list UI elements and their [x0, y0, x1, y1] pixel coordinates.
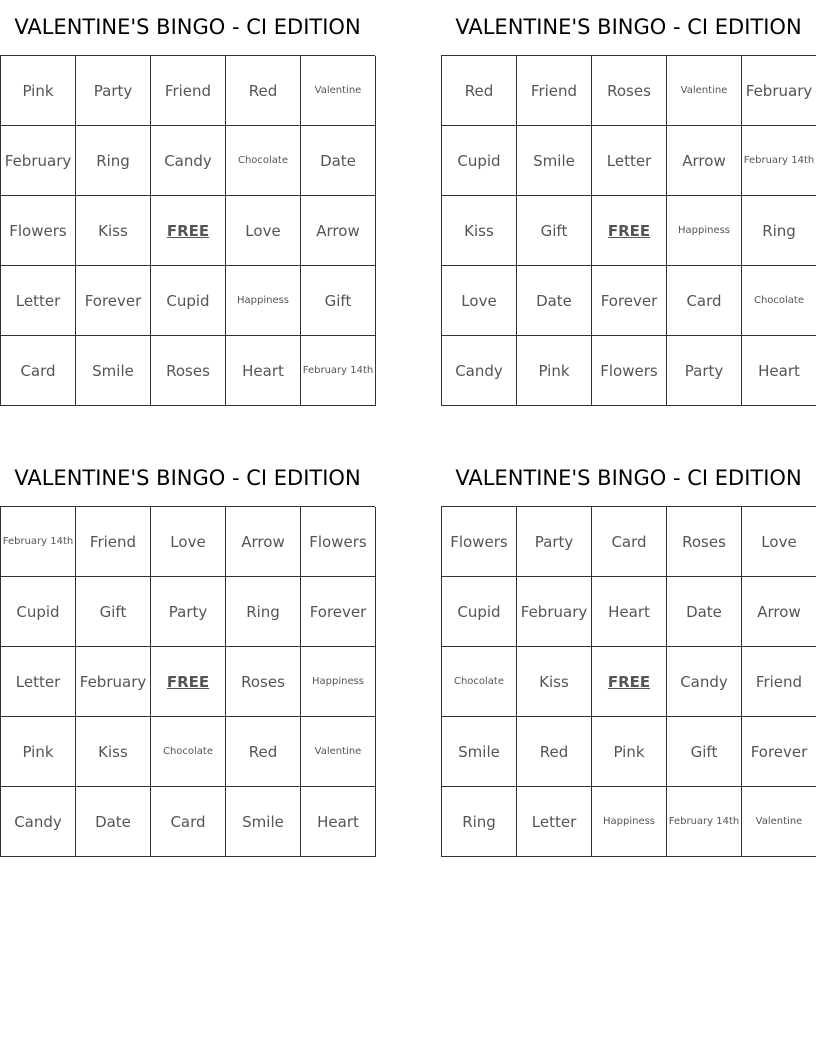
bingo-cell: Card: [667, 266, 742, 336]
bingo-cell: Cupid: [1, 577, 76, 647]
bingo-cell: Cupid: [151, 266, 226, 336]
bingo-cell: Happiness: [226, 266, 301, 336]
bingo-cell: Ring: [442, 787, 517, 857]
bingo-cell: Chocolate: [742, 266, 816, 336]
bingo-cell: Roses: [667, 507, 742, 577]
bingo-cell: Flowers: [1, 196, 76, 266]
bingo-cell: Kiss: [76, 196, 151, 266]
card-title: VALENTINE'S BINGO - CI EDITION: [14, 466, 361, 490]
bingo-cell: Candy: [667, 647, 742, 717]
bingo-cell: February 14th: [667, 787, 742, 857]
bingo-cell: Letter: [517, 787, 592, 857]
bingo-card: [441, 451, 816, 857]
bingo-cell: Roses: [151, 336, 226, 406]
free-space-cell: FREE: [151, 647, 226, 717]
bingo-cell: Pink: [1, 56, 76, 126]
bingo-cell: Valentine: [742, 787, 816, 857]
bingo-cell: Date: [667, 577, 742, 647]
bingo-cell: Arrow: [301, 196, 376, 266]
bingo-cell: Heart: [742, 336, 816, 406]
bingo-cell: Ring: [226, 577, 301, 647]
bingo-cell: Love: [742, 507, 816, 577]
bingo-cell: Friend: [151, 56, 226, 126]
bingo-cell: Chocolate: [226, 126, 301, 196]
card-title: VALENTINE'S BINGO - CI EDITION: [455, 15, 802, 39]
bingo-cell: Red: [442, 56, 517, 126]
bingo-cell: Red: [226, 717, 301, 787]
bingo-cell: Arrow: [742, 577, 816, 647]
bingo-card: [0, 451, 375, 857]
bingo-cell: Gift: [667, 717, 742, 787]
bingo-grid: [441, 55, 816, 406]
bingo-cell: Letter: [1, 647, 76, 717]
bingo-cell: Valentine: [667, 56, 742, 126]
bingo-cell: Chocolate: [442, 647, 517, 717]
bingo-cell: Smile: [76, 336, 151, 406]
bingo-cell: Kiss: [442, 196, 517, 266]
bingo-cell: Gift: [301, 266, 376, 336]
bingo-cell: February 14th: [742, 126, 816, 196]
bingo-cell: Happiness: [667, 196, 742, 266]
bingo-cell: Party: [517, 507, 592, 577]
bingo-cell: Red: [226, 56, 301, 126]
bingo-cell: Forever: [76, 266, 151, 336]
bingo-cell: Happiness: [301, 647, 376, 717]
bingo-cell: Friend: [517, 56, 592, 126]
bingo-cell: February: [1, 126, 76, 196]
bingo-cell: Flowers: [442, 507, 517, 577]
bingo-cell: Valentine: [301, 56, 376, 126]
bingo-cell: Roses: [226, 647, 301, 717]
bingo-cell: February: [517, 577, 592, 647]
bingo-cell: Gift: [76, 577, 151, 647]
bingo-cell: Party: [151, 577, 226, 647]
bingo-cell: Roses: [592, 56, 667, 126]
bingo-cell: Heart: [592, 577, 667, 647]
bingo-cell: Letter: [592, 126, 667, 196]
bingo-card: [0, 0, 375, 406]
free-space-cell: FREE: [151, 196, 226, 266]
bingo-cell: Card: [1, 336, 76, 406]
bingo-cell: Love: [442, 266, 517, 336]
bingo-cell: Smile: [226, 787, 301, 857]
bingo-grid: [0, 55, 375, 406]
bingo-cell: Smile: [442, 717, 517, 787]
bingo-cell: February 14th: [1, 507, 76, 577]
bingo-cell: Pink: [517, 336, 592, 406]
bingo-cell: Letter: [1, 266, 76, 336]
bingo-cell: Flowers: [592, 336, 667, 406]
bingo-cell: Love: [151, 507, 226, 577]
bingo-cell: Candy: [442, 336, 517, 406]
bingo-cell: Party: [76, 56, 151, 126]
bingo-cell: Arrow: [226, 507, 301, 577]
bingo-cell: Friend: [76, 507, 151, 577]
bingo-cell: Date: [517, 266, 592, 336]
bingo-cell: Friend: [742, 647, 816, 717]
bingo-cell: Candy: [151, 126, 226, 196]
bingo-cell: Date: [301, 126, 376, 196]
bingo-cell: Pink: [1, 717, 76, 787]
bingo-cell: Ring: [742, 196, 816, 266]
bingo-cell: Kiss: [517, 647, 592, 717]
bingo-cell: February: [742, 56, 816, 126]
bingo-cell: Gift: [517, 196, 592, 266]
bingo-cell: Chocolate: [151, 717, 226, 787]
bingo-cell: Pink: [592, 717, 667, 787]
bingo-grid: [441, 506, 816, 857]
bingo-cell: Ring: [76, 126, 151, 196]
bingo-cell: Kiss: [76, 717, 151, 787]
bingo-cell: Party: [667, 336, 742, 406]
bingo-card: [441, 0, 816, 406]
bingo-cell: Valentine: [301, 717, 376, 787]
card-title: VALENTINE'S BINGO - CI EDITION: [14, 15, 361, 39]
bingo-cell: Forever: [742, 717, 816, 787]
bingo-cell: Heart: [301, 787, 376, 857]
bingo-cell: Forever: [301, 577, 376, 647]
bingo-cell: Date: [76, 787, 151, 857]
bingo-cell: February 14th: [301, 336, 376, 406]
bingo-cell: Card: [151, 787, 226, 857]
bingo-cell: Cupid: [442, 577, 517, 647]
free-space-cell: FREE: [592, 196, 667, 266]
card-title: VALENTINE'S BINGO - CI EDITION: [455, 466, 802, 490]
bingo-cell: Forever: [592, 266, 667, 336]
bingo-cell: February: [76, 647, 151, 717]
bingo-cell: Flowers: [301, 507, 376, 577]
bingo-cell: Cupid: [442, 126, 517, 196]
free-space-cell: FREE: [592, 647, 667, 717]
bingo-cell: Love: [226, 196, 301, 266]
bingo-cell: Red: [517, 717, 592, 787]
bingo-cell: Candy: [1, 787, 76, 857]
bingo-cell: Happiness: [592, 787, 667, 857]
bingo-grid: [0, 506, 375, 857]
bingo-cell: Card: [592, 507, 667, 577]
bingo-cell: Arrow: [667, 126, 742, 196]
bingo-cell: Heart: [226, 336, 301, 406]
bingo-cell: Smile: [517, 126, 592, 196]
